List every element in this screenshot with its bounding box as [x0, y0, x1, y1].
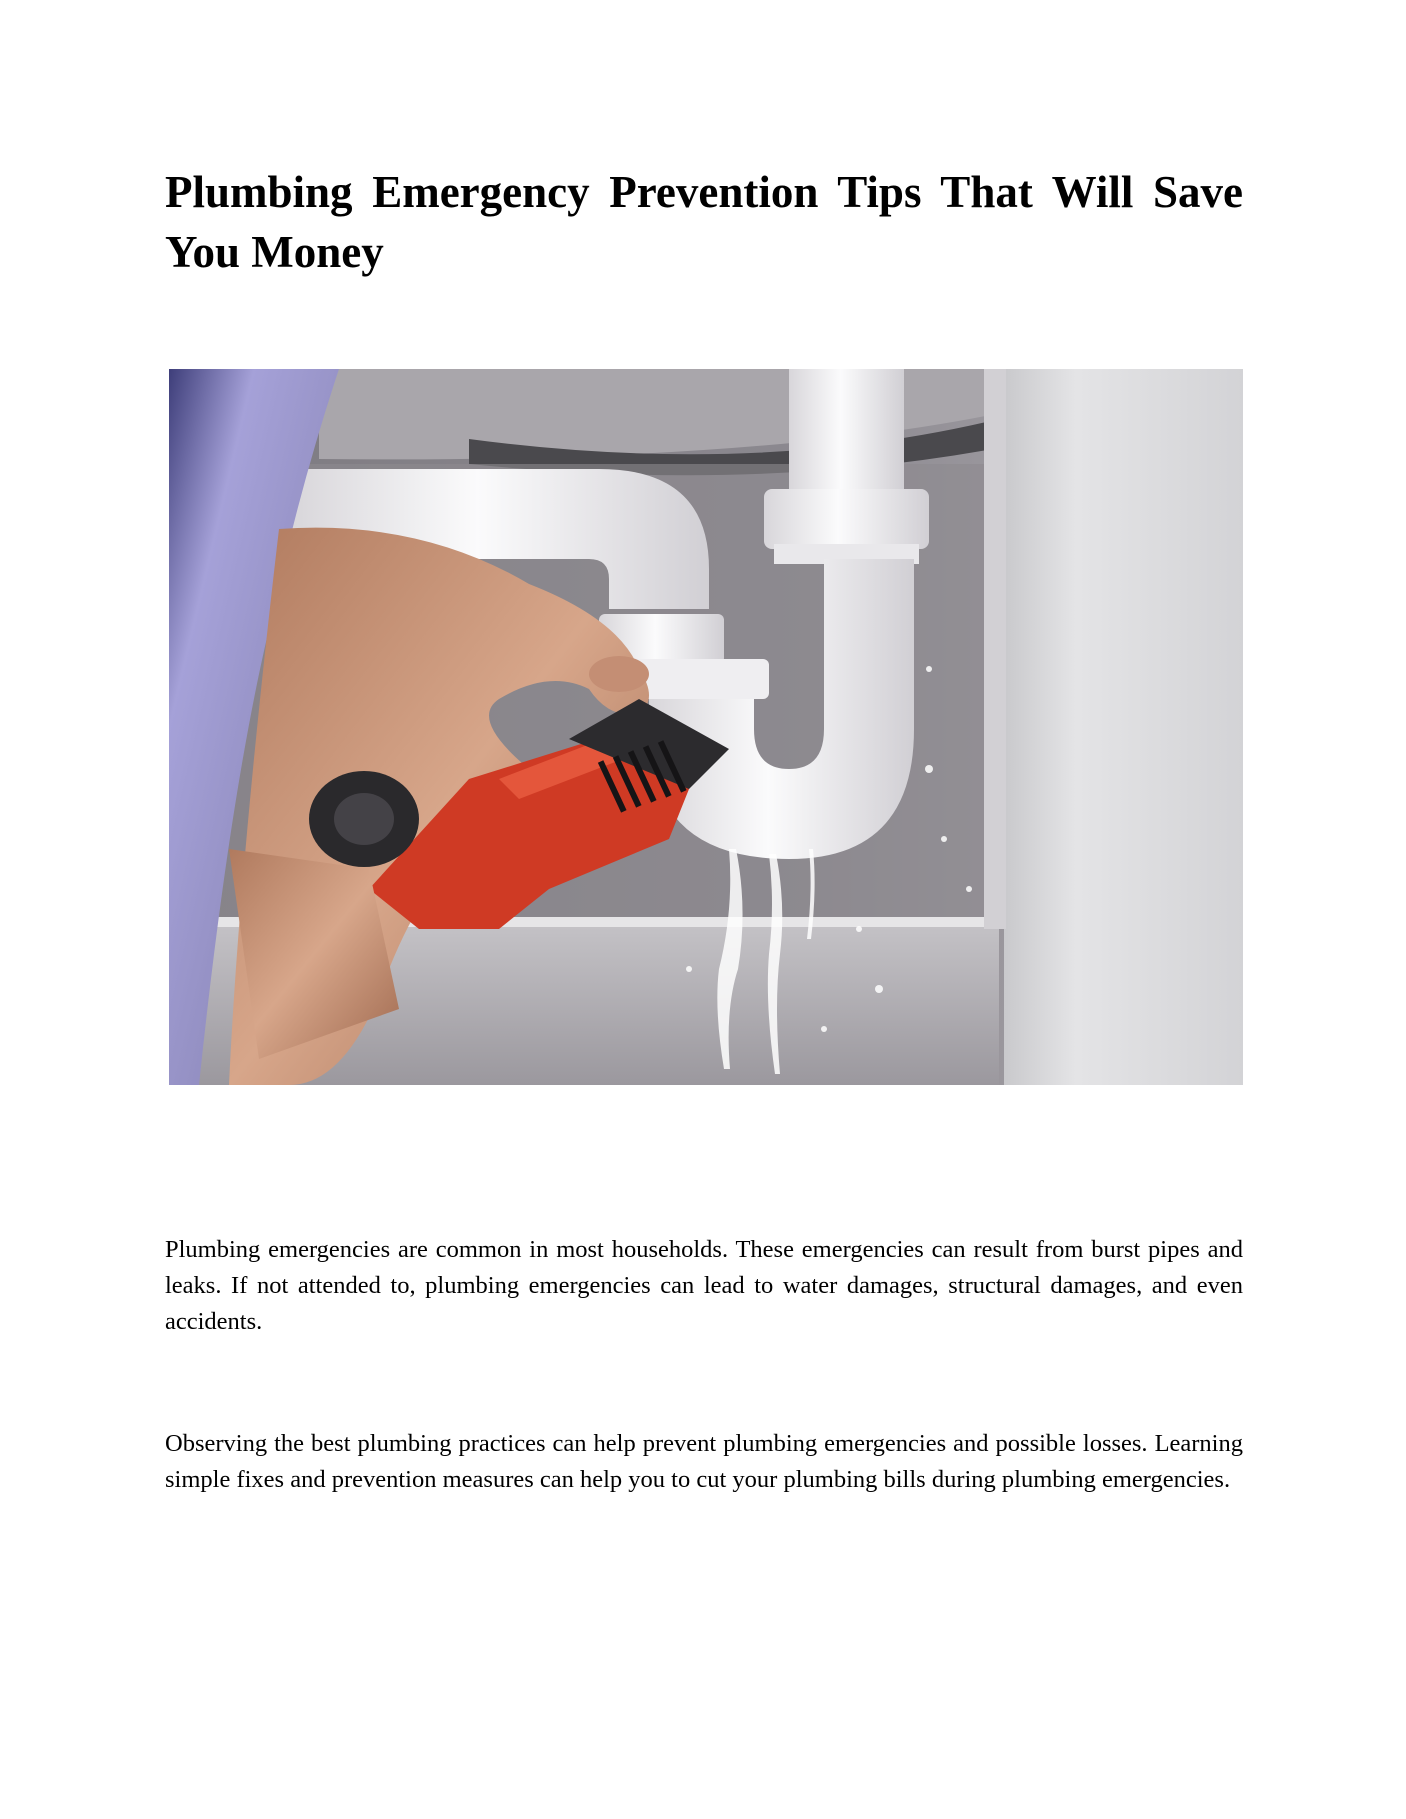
paragraph-practices: Observing the best plumbing practices can help prevent plumbing emergencies and possible losses. Learning simple fixes and prevention measures can help you to cut your plumbing bills during plumbing emergencies. — [165, 1430, 1243, 1493]
page-title: Plumbing Emergency Prevention Tips That Will Save You Money — [165, 167, 1243, 277]
photo-plumber-fixing-leaking-pipe-icon — [169, 369, 1243, 1085]
paragraph-intro: Plumbing emergencies are common in most households. These emergencies can result from burst pipes and leaks. If not attended to, plumbing emergencies can lead to water damages, structural damages, and even accidents. — [165, 1236, 1243, 1335]
hero-image — [169, 369, 1243, 1085]
